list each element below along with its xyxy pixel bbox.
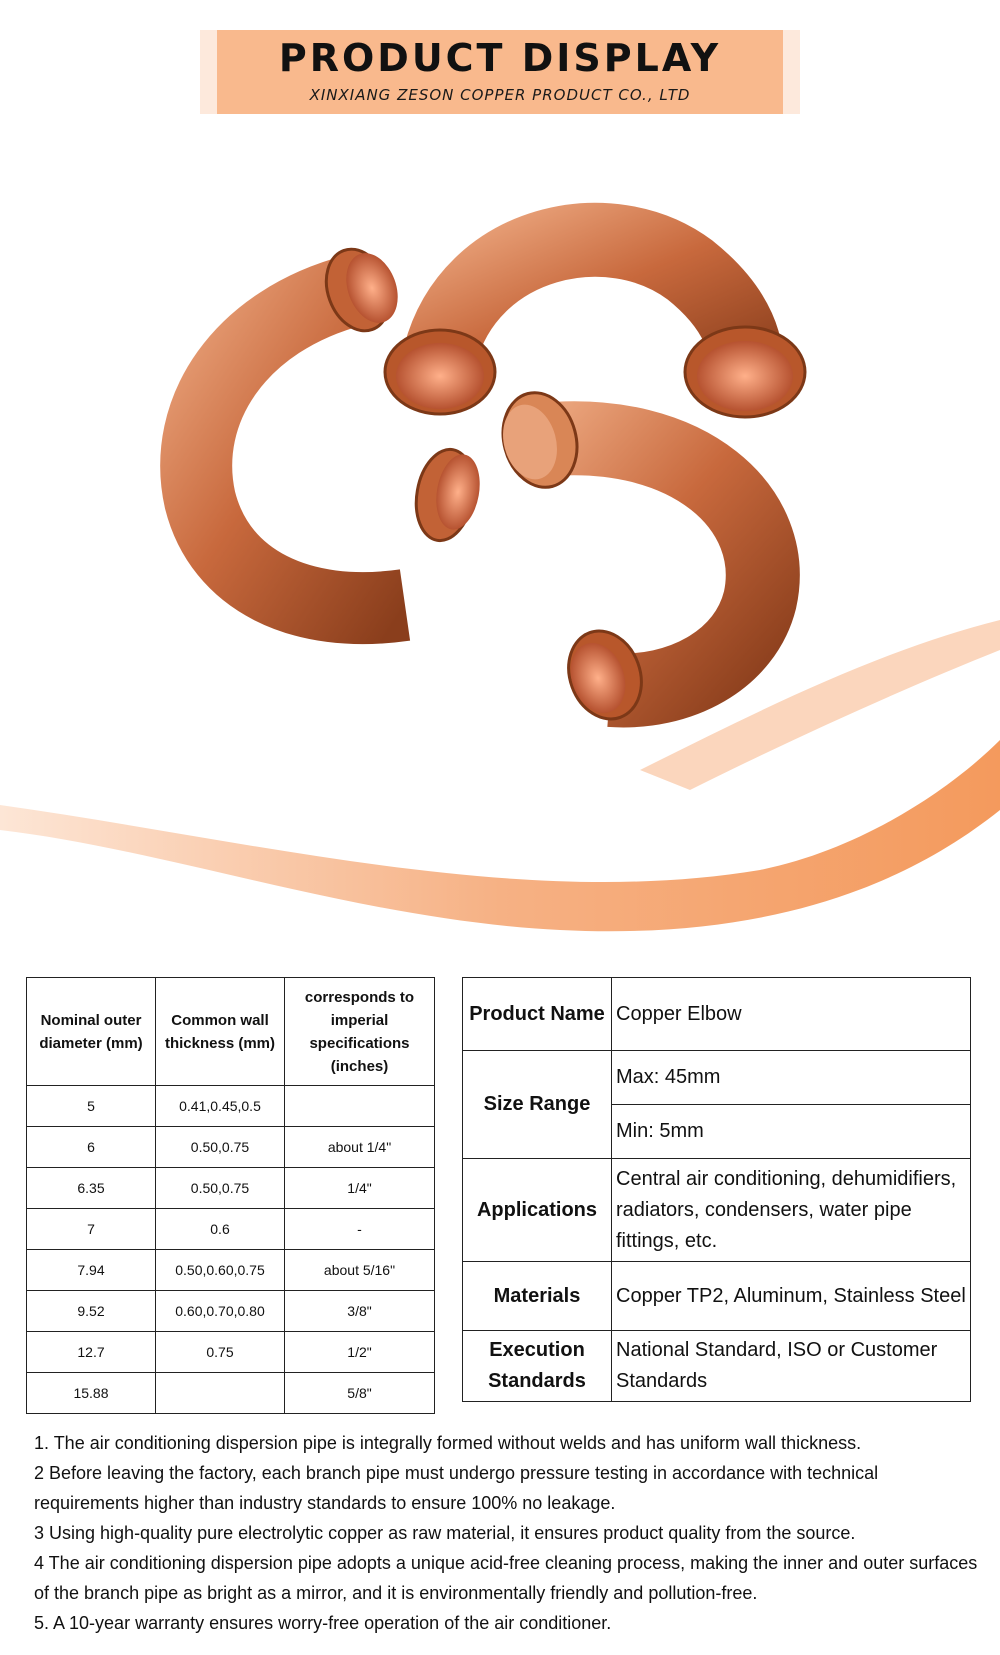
cell-imperial: 1/2" bbox=[285, 1332, 435, 1373]
cell-thickness: 0.50,0.60,0.75 bbox=[156, 1250, 285, 1291]
label-product-name: Product Name bbox=[463, 978, 612, 1051]
table-row bbox=[27, 1250, 435, 1291]
note-item: 5. A 10-year warranty ensures worry-free operation of the air conditioner. bbox=[34, 1613, 612, 1633]
cell-thickness: 0.75 bbox=[156, 1332, 285, 1373]
label-applications: Applications bbox=[463, 1159, 612, 1262]
note-item: 4 The air conditioning dispersion pipe adopts a unique acid-free cleaning process, making the inner and outer surfaces of the branch pipe as bright as a mirror, and it is environmentally friendly and pollution-free. bbox=[34, 1553, 978, 1603]
table-row bbox=[27, 1332, 435, 1373]
spec-header-imperial: corresponds to imperial specifications (inches) bbox=[285, 978, 435, 1086]
cell-imperial: 1/4" bbox=[285, 1168, 435, 1209]
product-notes bbox=[34, 1428, 984, 1638]
value-standards: National Standard, ISO or Customer Standards bbox=[612, 1331, 971, 1402]
note-item: 1. The air conditioning dispersion pipe is integrally formed without welds and has uniform wall thickness. bbox=[34, 1433, 862, 1453]
copper-elbow-bottom bbox=[493, 384, 763, 729]
cell-imperial: 5/8" bbox=[285, 1373, 435, 1414]
info-row-standards bbox=[463, 1331, 971, 1402]
value-size-max: Max: 45mm bbox=[612, 1051, 971, 1105]
cell-diameter: 5 bbox=[27, 1086, 156, 1127]
label-size-range: Size Range bbox=[463, 1051, 612, 1159]
cell-diameter: 7.94 bbox=[27, 1250, 156, 1291]
cell-diameter: 9.52 bbox=[27, 1291, 156, 1332]
cell-imperial: - bbox=[285, 1209, 435, 1250]
cell-diameter: 6 bbox=[27, 1127, 156, 1168]
spec-header-thickness: Common wall thickness (mm) bbox=[156, 978, 285, 1086]
product-info-table bbox=[462, 977, 971, 1402]
spec-table-header-row bbox=[27, 978, 435, 1086]
company-name: XINXIANG ZESON COPPER PRODUCT CO., LTD bbox=[309, 86, 691, 104]
cell-thickness: 0.60,0.70,0.80 bbox=[156, 1291, 285, 1332]
cell-diameter: 12.7 bbox=[27, 1332, 156, 1373]
table-row bbox=[27, 1291, 435, 1332]
spec-header-diameter: Nominal outer diameter (mm) bbox=[27, 978, 156, 1086]
cell-thickness: 0.6 bbox=[156, 1209, 285, 1250]
header-banner bbox=[200, 30, 800, 114]
cell-thickness: 0.50,0.75 bbox=[156, 1168, 285, 1209]
swoosh-bottom bbox=[0, 740, 1000, 931]
cell-diameter: 6.35 bbox=[27, 1168, 156, 1209]
cell-diameter: 7 bbox=[27, 1209, 156, 1250]
header-banner-panel bbox=[217, 30, 783, 114]
spec-table bbox=[26, 977, 435, 1414]
note-item: 2 Before leaving the factory, each branch pipe must undergo pressure testing in accordance with technical requirements higher than industry standards to ensure 100% no leakage. bbox=[34, 1463, 879, 1513]
page-title: PRODUCT DISPLAY bbox=[278, 36, 722, 80]
cell-thickness: 0.41,0.45,0.5 bbox=[156, 1086, 285, 1127]
value-product-name: Copper Elbow bbox=[612, 978, 971, 1051]
info-row-applications bbox=[463, 1159, 971, 1262]
value-size-min: Min: 5mm bbox=[612, 1105, 971, 1159]
table-row bbox=[27, 1373, 435, 1414]
value-materials: Copper TP2, Aluminum, Stainless Steel bbox=[612, 1262, 971, 1331]
info-row-product-name bbox=[463, 978, 971, 1051]
info-row-size-max bbox=[463, 1051, 971, 1105]
value-applications: Central air conditioning, dehumidifiers, radiators, condensers, water pipe fittings, etc. bbox=[612, 1159, 971, 1262]
cell-thickness: 0.50,0.75 bbox=[156, 1127, 285, 1168]
label-materials: Materials bbox=[463, 1262, 612, 1331]
product-photo bbox=[0, 150, 1000, 950]
cell-thickness bbox=[156, 1373, 285, 1414]
cell-imperial: about 5/16" bbox=[285, 1250, 435, 1291]
cell-diameter: 15.88 bbox=[27, 1373, 156, 1414]
cell-imperial: 3/8" bbox=[285, 1291, 435, 1332]
table-row bbox=[27, 1209, 435, 1250]
label-standards: Execution Standards bbox=[463, 1331, 612, 1402]
cell-imperial: about 1/4" bbox=[285, 1127, 435, 1168]
table-row bbox=[27, 1127, 435, 1168]
copper-elbow-top bbox=[385, 240, 805, 417]
note-item: 3 Using high-quality pure electrolytic copper as raw material, it ensures product quality from the source. bbox=[34, 1523, 856, 1543]
table-row bbox=[27, 1168, 435, 1209]
table-row bbox=[27, 1086, 435, 1127]
info-row-materials bbox=[463, 1262, 971, 1331]
cell-imperial bbox=[285, 1086, 435, 1127]
